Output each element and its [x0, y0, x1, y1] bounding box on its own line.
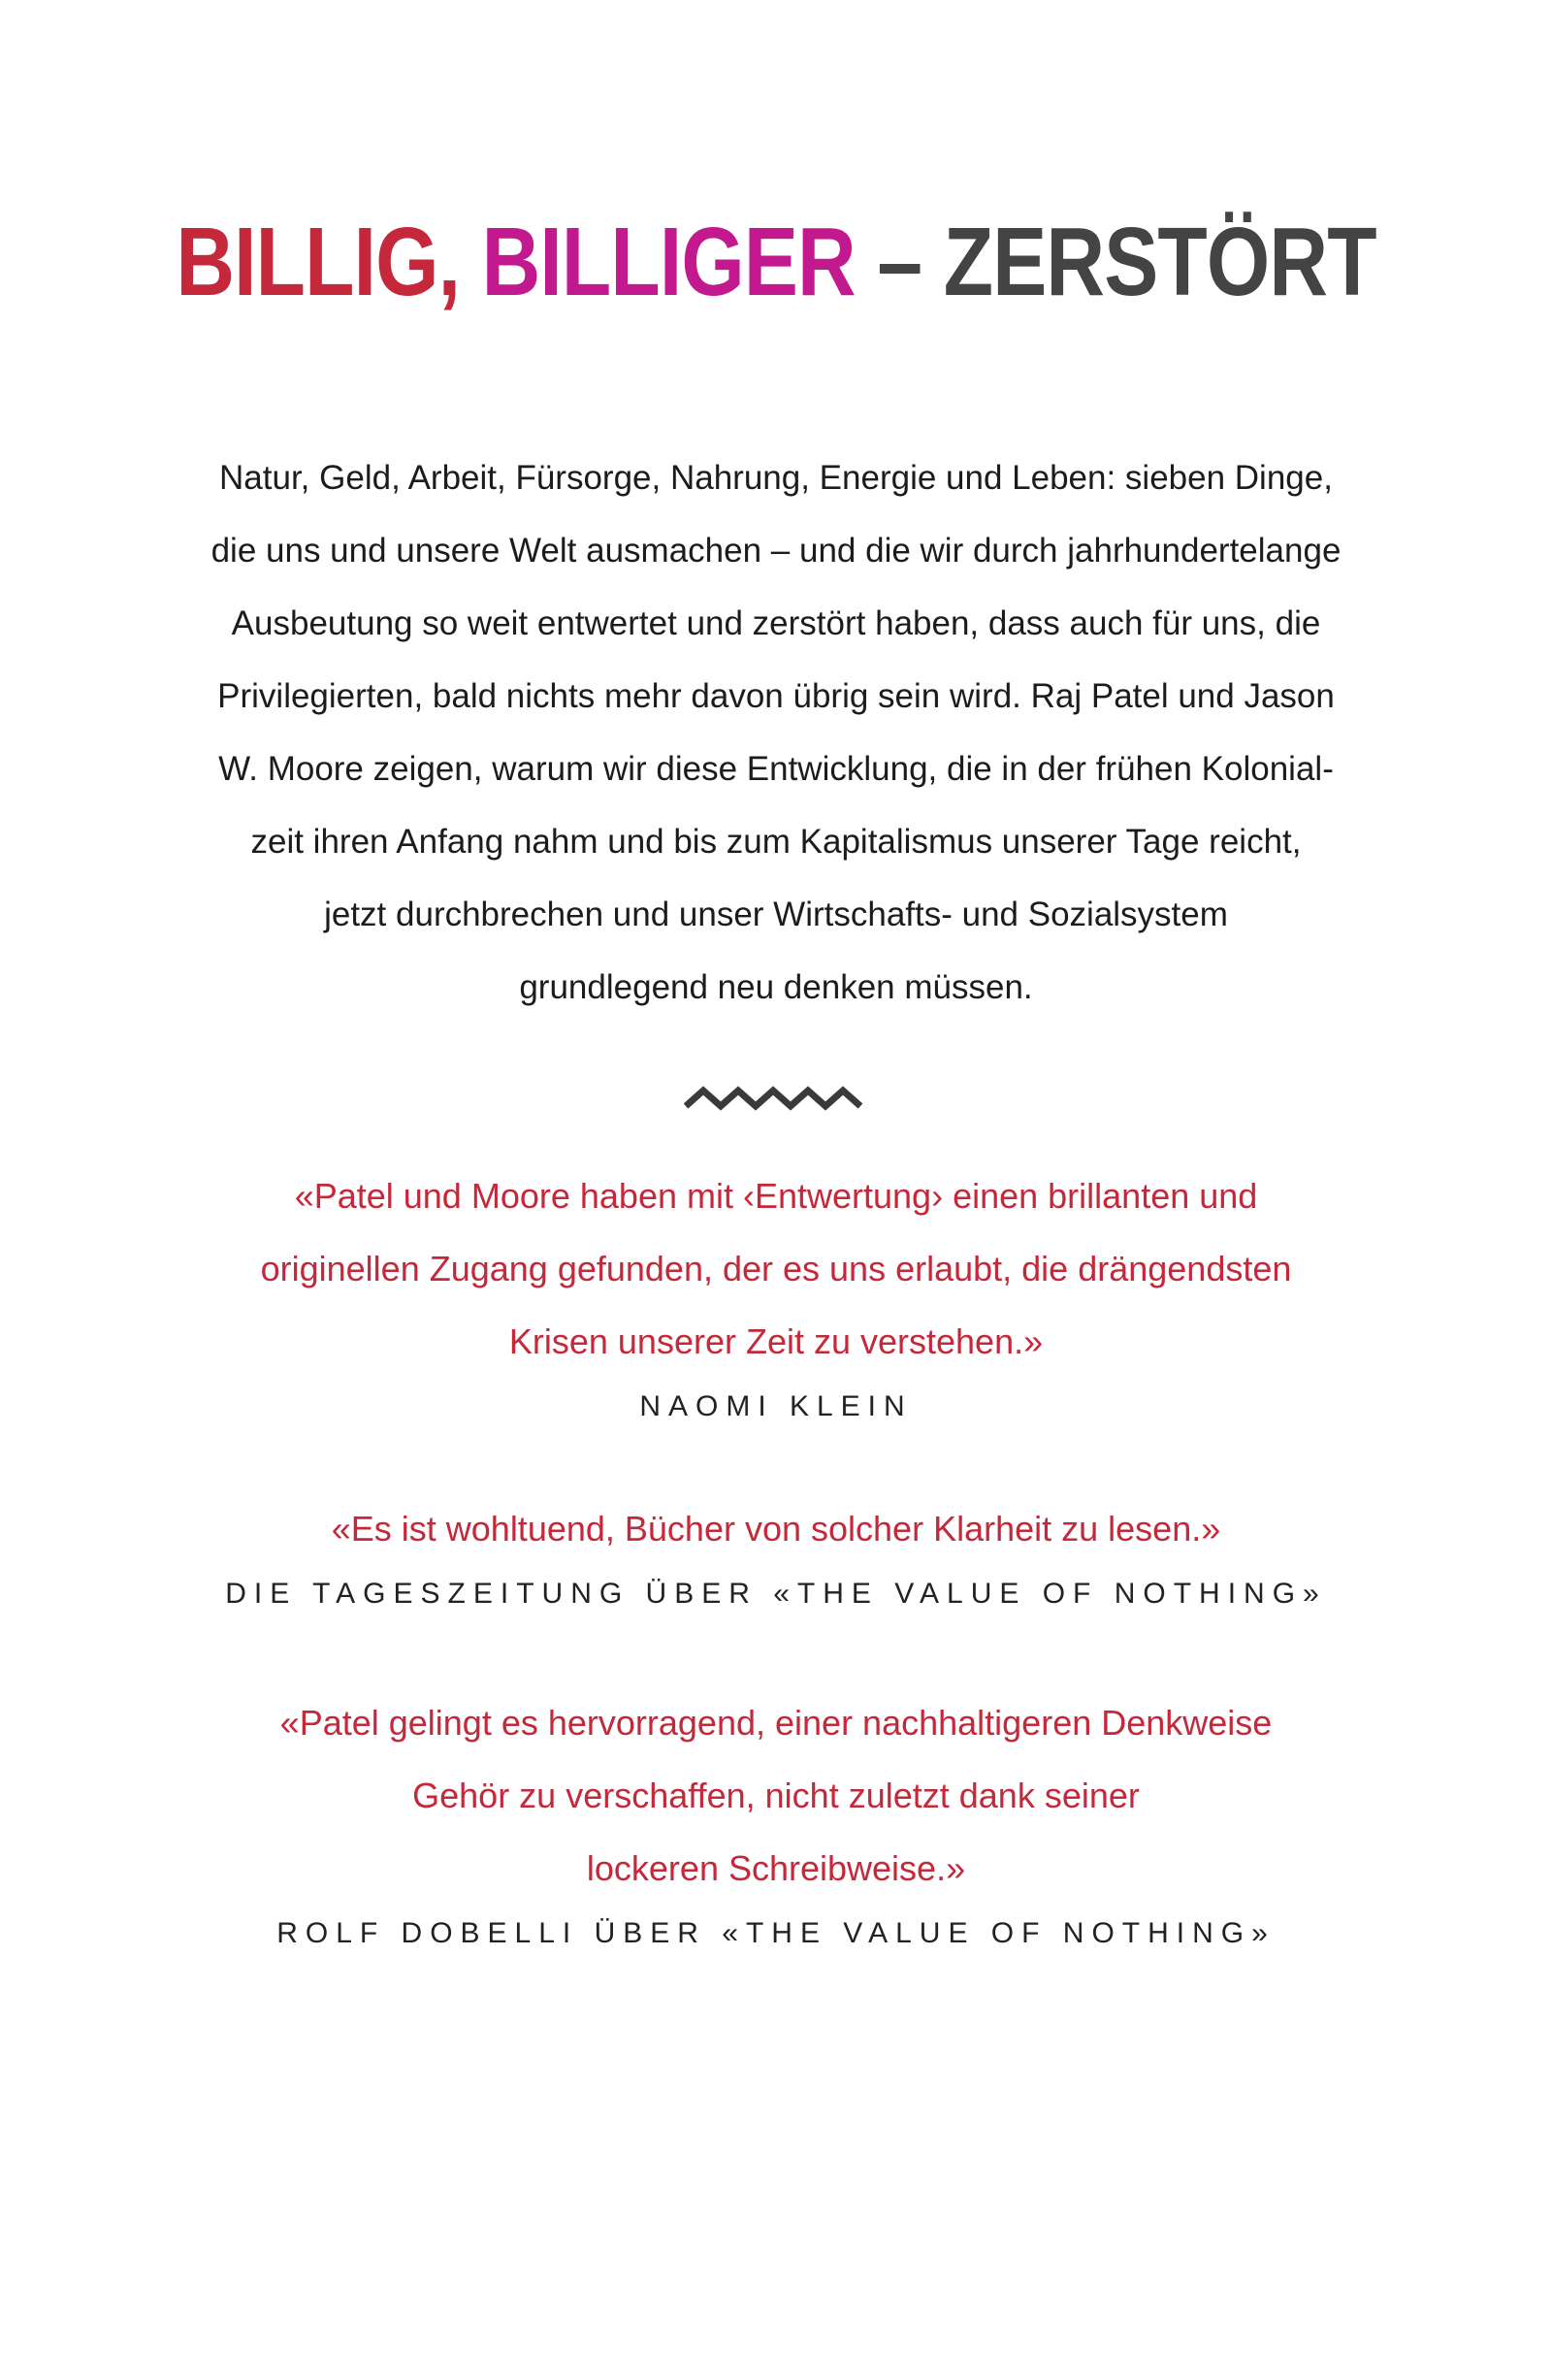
blurb-line: W. Moore zeigen, warum wir diese Entwicklung, die in der frühen Kolonial-	[218, 750, 1334, 788]
blurb-line: jetzt durchbrechen und unser Wirtschafts- und Sozialsystem	[324, 896, 1228, 933]
review-quote	[97, 1686, 1455, 1963]
quote-line: lockeren Schreibweise.»	[586, 1848, 966, 1888]
quote-line: «Es ist wohltuend, Bücher von solcher Klarheit zu lesen.»	[331, 1509, 1221, 1549]
quote-attribution: DIE TAGESZEITUNG ÜBER «THE VALUE OF NOTHING»	[225, 1578, 1327, 1610]
quote-line: «Patel gelingt es hervorragend, einer nachhaltigeren Denkweise	[279, 1703, 1273, 1743]
quote-line: «Patel und Moore haben mit ‹Entwertung› einen brillanten und	[294, 1176, 1258, 1216]
quote-line: Krisen unserer Zeit zu verstehen.»	[508, 1321, 1044, 1361]
title-part-zerstoert: – ZERSTÖRT	[877, 208, 1376, 316]
blurb-paragraph	[146, 441, 1406, 1024]
review-quote	[97, 1159, 1455, 1436]
blurb-line: die uns und unsere Welt ausmachen – und die wir durch jahrhundertelange	[210, 532, 1342, 570]
blurb-line: Privilegierten, bald nichts mehr davon übrig sein wird. Raj Patel und Jason	[217, 677, 1335, 715]
zigzag-divider-icon	[684, 1077, 868, 1112]
page-title	[124, 194, 1428, 330]
quote-line: originellen Zugang gefunden, der es uns erlaubt, die drängendsten	[260, 1249, 1292, 1288]
blurb-line: zeit ihren Anfang nahm und bis zum Kapitalismus unserer Tage reicht,	[250, 823, 1302, 861]
review-quote	[97, 1492, 1455, 1623]
quote-attribution: NAOMI KLEIN	[639, 1390, 913, 1422]
zigzag-line	[686, 1091, 860, 1106]
title-part-billig: BILLIG,	[176, 208, 461, 316]
blurb-line: Natur, Geld, Arbeit, Fürsorge, Nahrung, Energie und Leben: sieben Dinge,	[219, 459, 1333, 497]
blurb-line: grundlegend neu denken müssen.	[519, 968, 1033, 1006]
quote-attribution: ROLF DOBELLI ÜBER «THE VALUE OF NOTHING»	[276, 1917, 1276, 1949]
quote-line: Gehör zu verschaffen, nicht zuletzt dank seiner	[412, 1776, 1140, 1815]
title-part-billiger: BILLIGER	[481, 208, 856, 316]
blurb-line: Ausbeutung so weit entwertet und zerstört haben, dass auch für uns, die	[231, 604, 1321, 642]
